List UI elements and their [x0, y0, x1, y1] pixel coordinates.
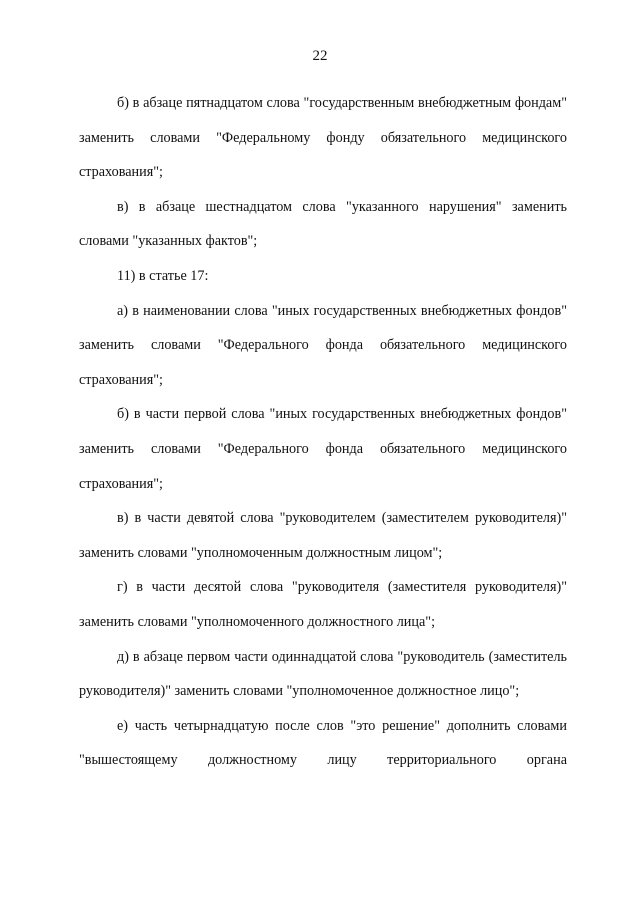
page-number: 22: [312, 48, 328, 64]
paragraph-item-11: 11) в статье 17:: [117, 267, 209, 284]
paragraph-e-chast-14: е) часть четырнадцатую после слов "это решение" дополнить словами "вышестоящему должностному лицу территориального органа: [79, 717, 567, 769]
paragraph-b-chast-1: б) в части первой слова "иных государственных внебюджетных фондов" заменить словами "Федерального фонда обязательного медицинского страхования";: [79, 406, 567, 492]
paragraph-v-abzac-16: в) в абзаце шестнадцатом слова "указанного нарушения" заменить словами "указанных фактов";: [79, 198, 567, 250]
document-body: [79, 86, 567, 778]
paragraph-g-chast-10: г) в части десятой слова "руководителя (заместителя руководителя)" заменить словами "уполномоченного должностного лица";: [79, 579, 567, 630]
paragraph-a-naimenovanie: а) в наименовании слова "иных государственных внебюджетных фондов" заменить словами "Федерального фонда обязательного медицинского страхования";: [79, 302, 567, 388]
paragraph-d-chast-11: д) в абзаце первом части одиннадцатой слова "руководитель (заместитель руководителя)" заменить словами "уполномоченное должностное лицо";: [79, 648, 567, 700]
paragraph-v-chast-9: в) в части девятой слова "руководителем (заместителем руководителя)" заменить словами "уполномоченным должностным лицом";: [79, 510, 567, 561]
paragraph-b-abzac-15: б) в абзаце пятнадцатом слова "государственным внебюджетным фондам" заменить словами "Федеральному фонду обязательного медицинского страхования";: [79, 95, 567, 181]
